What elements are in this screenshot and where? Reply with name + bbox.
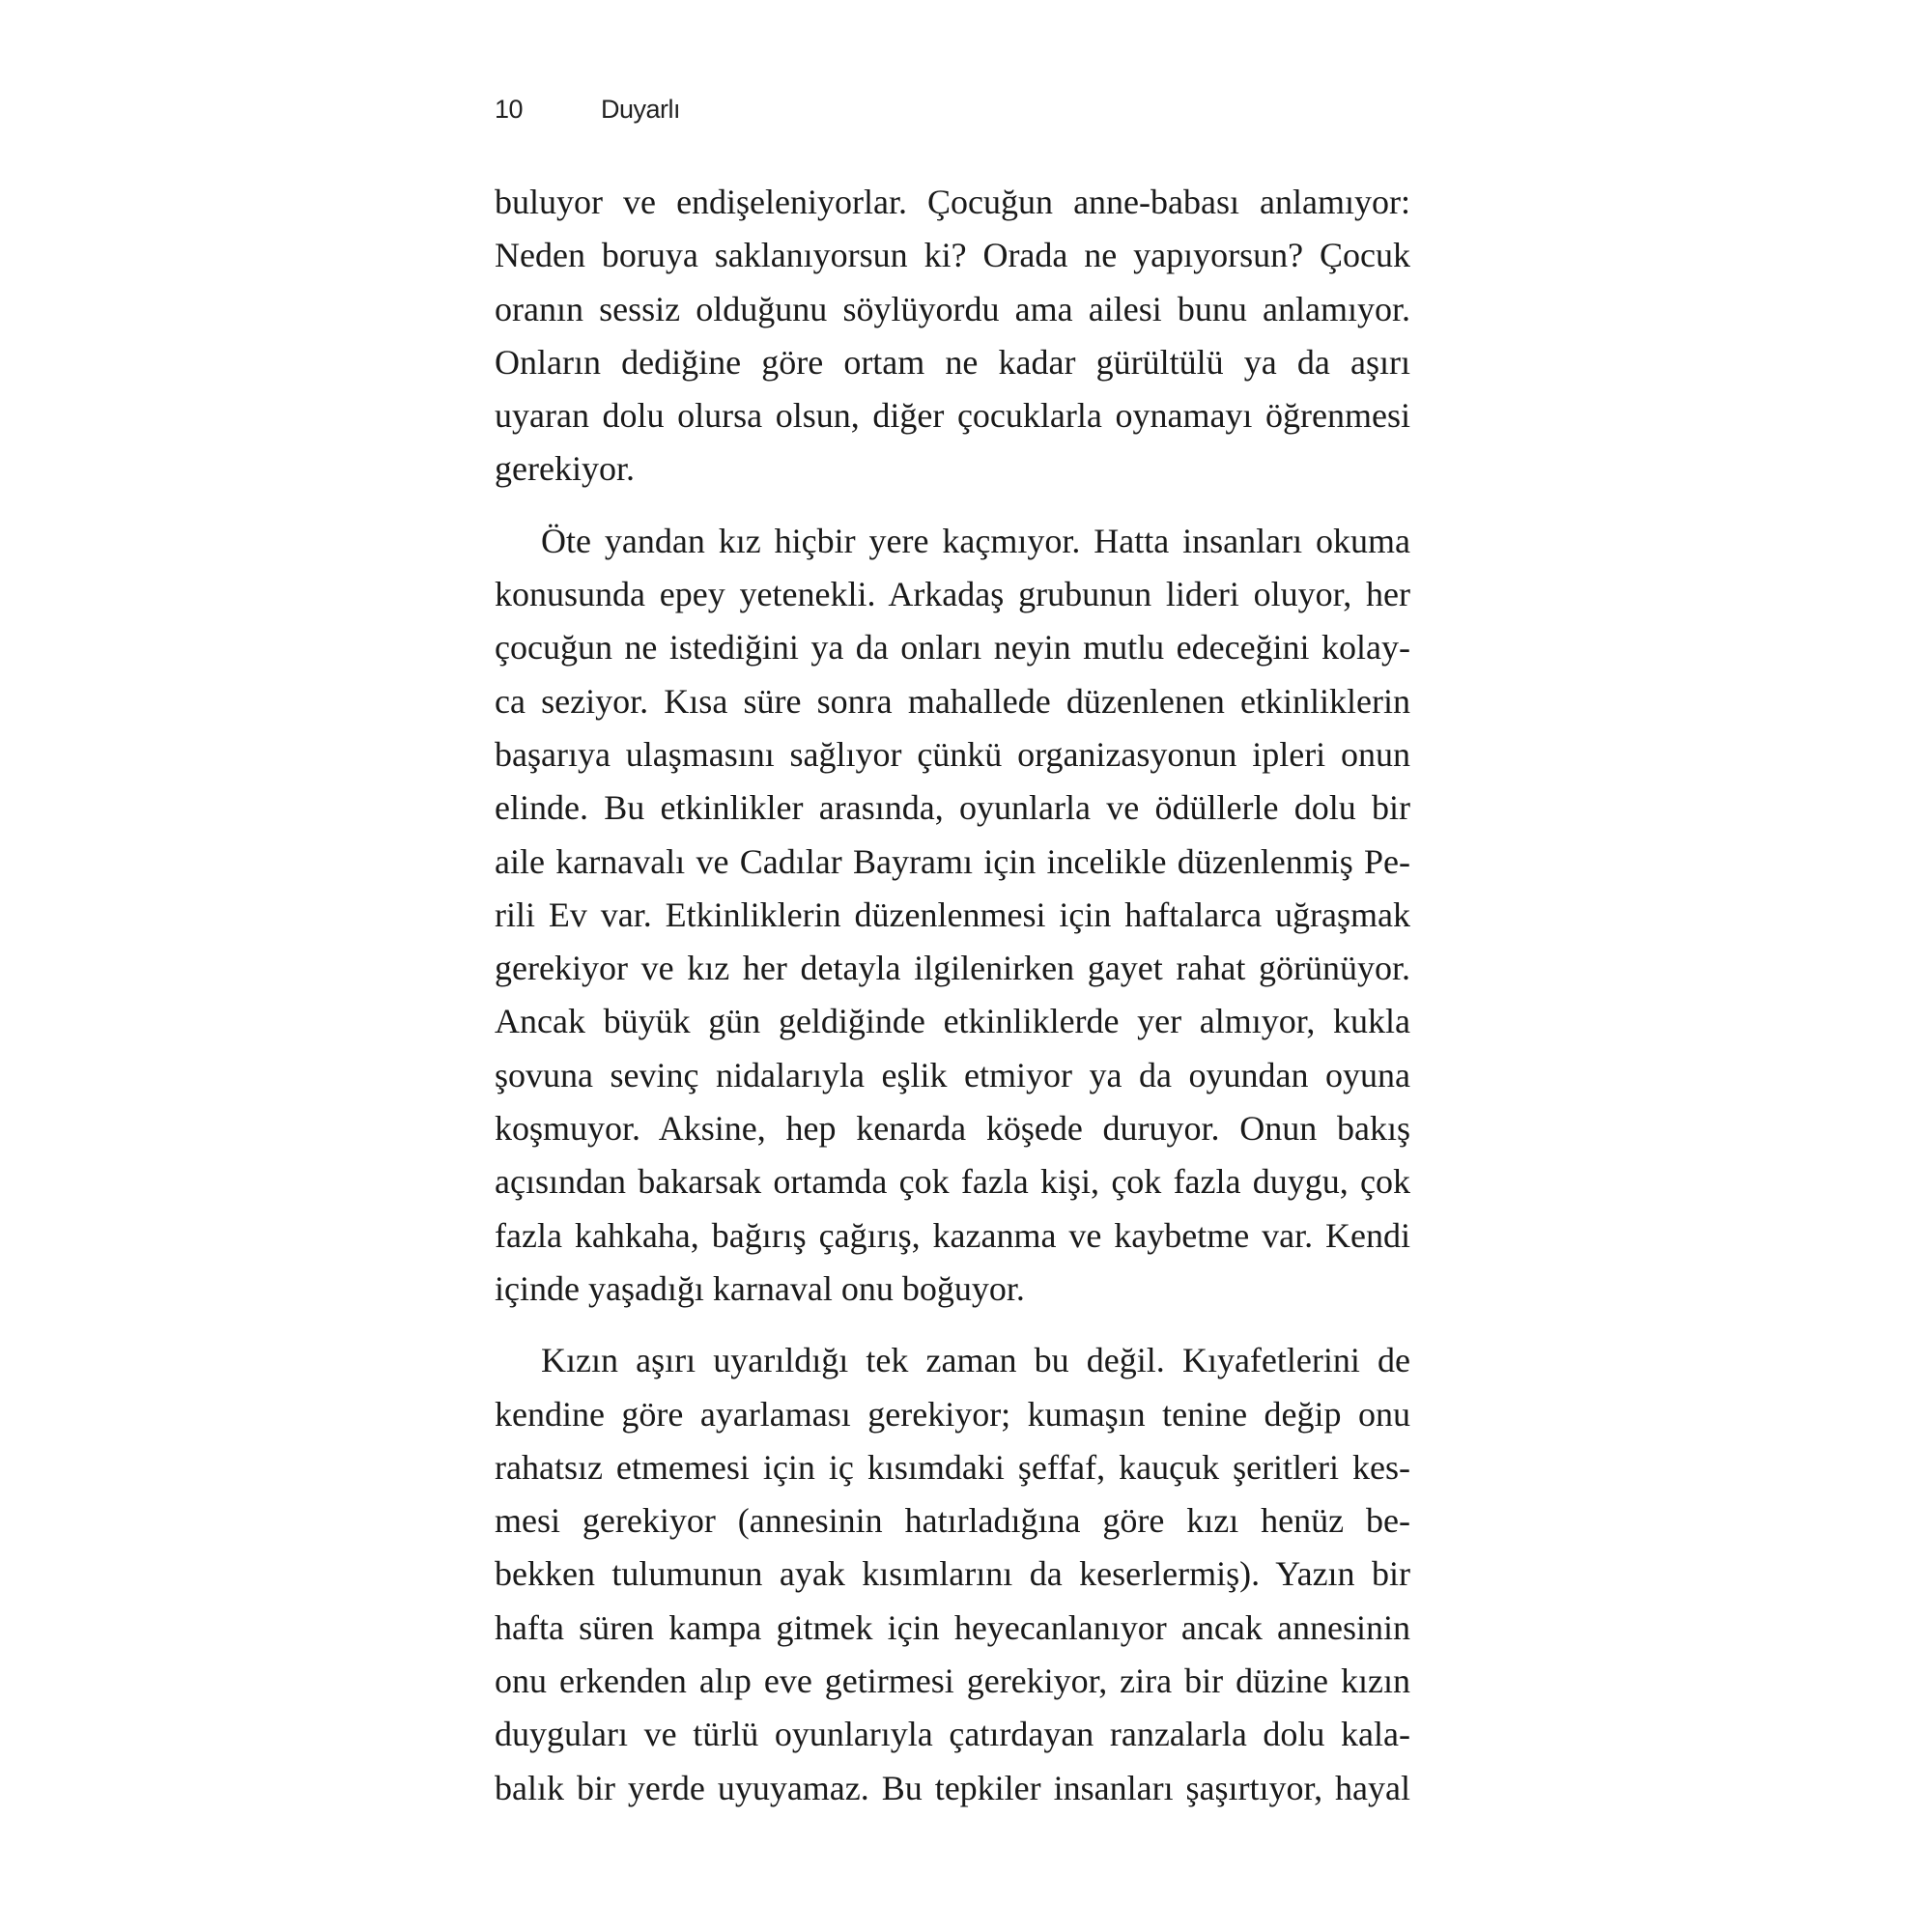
text-line: içinde yaşadığı karnaval onu boğuyor. bbox=[495, 1268, 1025, 1308]
text-line: rili Ev var. Etkinliklerin düzenlenmesi için haftalarca uğraşmak bbox=[495, 895, 1410, 934]
body-text bbox=[495, 176, 1410, 1815]
paragraph-3 bbox=[495, 1334, 1410, 1815]
text-line: Ancak büyük gün geldiğinde etkinliklerde yer almıyor, kukla bbox=[495, 1002, 1410, 1041]
text-line: koşmuyor. Aksine, hep kenarda köşede duruyor. Onun bakış bbox=[495, 1109, 1410, 1149]
book-page bbox=[495, 0, 1410, 1932]
text-line: elinde. Bu etkinlikler arasında, oyunlarla ve ödüllerle dolu bir bbox=[495, 788, 1410, 828]
running-header bbox=[495, 95, 1410, 133]
running-title: Duyarlı bbox=[601, 95, 681, 124]
page-number: 10 bbox=[495, 95, 524, 124]
text-line: hafta süren kampa gitmek için heyecanlanıyor ancak annesinin bbox=[495, 1607, 1410, 1647]
text-line: gerekiyor ve kız her detayla ilgilenirken gayet rahat görünüyor. bbox=[495, 949, 1410, 988]
text-line: başarıya ulaşmasını sağlıyor çünkü organizasyonun ipleri onun bbox=[495, 734, 1410, 774]
text-line: ca seziyor. Kısa süre sonra mahallede düzenlenen etkinliklerin bbox=[495, 681, 1410, 721]
text-line: buluyor ve endişeleniyorlar. Çocuğun anne-babası anlamıyor: bbox=[495, 183, 1410, 221]
text-line: şovuna sevinç nidalarıyla eşlik etmiyor ya da oyundan oyuna bbox=[495, 1055, 1410, 1094]
text-line: balık bir yerde uyuyamaz. Bu tepkiler insanları şaşırtıyor, hayal bbox=[495, 1768, 1410, 1807]
text-line: Öte yandan kız hiçbir yere kaçmıyor. Hatta insanları okuma bbox=[541, 521, 1410, 560]
paragraph-2 bbox=[495, 515, 1410, 1316]
text-line: uyaran dolu olursa olsun, diğer çocuklarla oynamayı öğrenmesi bbox=[495, 396, 1410, 436]
text-line: açısından bakarsak ortamda çok fazla kişi, çok fazla duygu, çok bbox=[495, 1162, 1410, 1202]
text-line: bekken tulumunun ayak kısımlarını da keserlermiş). Yazın bir bbox=[495, 1554, 1410, 1594]
text-line: Onların dediğine göre ortam ne kadar gürültülü ya da aşırı bbox=[495, 342, 1410, 382]
text-line: konusunda epey yetenekli. Arkadaş grubunun lideri oluyor, her bbox=[495, 575, 1410, 614]
text-line: çocuğun ne istediğini ya da onları neyin mutlu edeceğini kolay- bbox=[495, 628, 1410, 668]
text-line: onu erkenden alıp eve getirmesi gerekiyor, zira bir düzine kızın bbox=[495, 1662, 1410, 1701]
text-line: mesi gerekiyor (annesinin hatırladığına göre kızı henüz be- bbox=[495, 1501, 1410, 1541]
text-line: Kızın aşırı uyarıldığı tek zaman bu değil. Kıyafetlerini de bbox=[541, 1341, 1410, 1380]
text-line: gerekiyor. bbox=[495, 449, 635, 489]
paragraph-1 bbox=[495, 176, 1410, 497]
text-line: duyguları ve türlü oyunlarıyla çatırdayan ranzalarla dolu kala- bbox=[495, 1715, 1410, 1754]
text-line: rahatsız etmemesi için iç kısımdaki şeffaf, kauçuk şeritleri kes- bbox=[495, 1447, 1410, 1487]
text-line: kendine göre ayarlaması gerekiyor; kumaşın tenine değip onu bbox=[495, 1394, 1410, 1434]
text-line: oranın sessiz olduğunu söylüyordu ama ailesi bunu anlamıyor. bbox=[495, 289, 1410, 328]
text-line: fazla kahkaha, bağırış çağırış, kazanma ve kaybetme var. Kendi bbox=[495, 1215, 1410, 1255]
text-line: aile karnavalı ve Cadılar Bayramı için incelikle düzenlenmiş Pe- bbox=[495, 841, 1410, 881]
text-line: Neden boruya saklanıyorsun ki? Orada ne yapıyorsun? Çocuk bbox=[495, 236, 1410, 275]
